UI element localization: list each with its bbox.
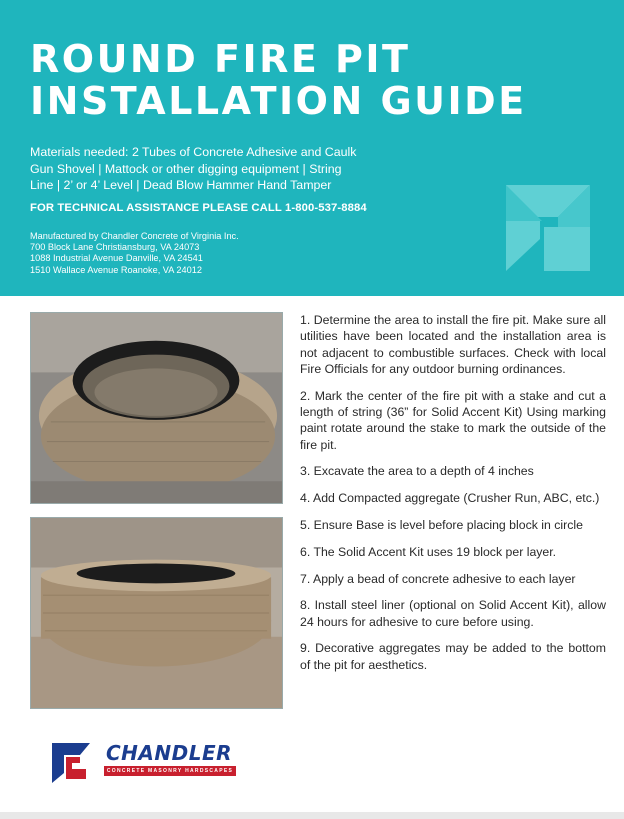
step-2: 2. Mark the center of the fire pit with a stake and cut a length of string (36” for Solid Accent Kit) Using marking paint rotate around the stake to mark the outside of the fire pit. xyxy=(300,388,606,452)
technical-assistance: FOR TECHNICAL ASSISTANCE PLEASE CALL 1-800-537-8884 xyxy=(30,202,367,214)
address-line-3: 1510 Wallace Avenue Roanoke, VA 24012 xyxy=(30,264,202,275)
step-5: 5. Ensure Base is level before placing block in circle xyxy=(300,517,583,532)
title-line-2: INSTALLATION GUIDE xyxy=(30,79,527,123)
chandler-logo xyxy=(46,739,246,785)
step-7: 7. Apply a bead of concrete adhesive to each layer xyxy=(300,571,576,586)
step-4: 4. Add Compacted aggregate (Crusher Run, ABC, etc.) xyxy=(300,491,600,506)
manufacturer-name: Manufactured by Chandler Concrete of Virginia Inc. xyxy=(30,231,239,241)
step-1: 1. Determine the area to install the fire pit. Make sure all utilities have been located and the installation area is not adjacent to combustible surfaces. Check with local Fire Officials for any outdoor burning ordinances. xyxy=(300,313,606,376)
step-6: 6. The Solid Accent Kit uses 19 block per layer. xyxy=(300,544,557,559)
step-3: 3. Excavate the area to a depth of 4 inches xyxy=(300,464,534,479)
materials-needed: Materials needed: 2 Tubes of Concrete Adhesive and Caulk Gun Shovel | Mattock or other digging equipment | String Line | 2’ or 4’ Level | Dead Blow Hammer Hand Tamper xyxy=(30,145,357,192)
step-8: 8. Install steel liner (optional on Solid Accent Kit), allow 24 hours for adhesive to cure before using. xyxy=(300,598,606,629)
fire-pit-photo-bottom xyxy=(30,517,283,709)
fire-pit-photo-top xyxy=(30,312,283,504)
chandler-c-icon xyxy=(46,739,98,785)
address-line-1: 700 Block Lane Christiansburg, VA 24073 xyxy=(30,242,200,253)
address-line-2: 1088 Industrial Avenue Danville, VA 24541 xyxy=(30,253,203,264)
chandler-mark-icon xyxy=(502,183,592,273)
installation-steps xyxy=(300,312,606,684)
manufacturer-address xyxy=(30,231,330,276)
page-title xyxy=(30,38,590,122)
step-9: 9. Decorative aggregates may be added to the bottom of the pit for aesthetics. xyxy=(300,641,606,672)
footer-divider xyxy=(0,812,624,819)
header-banner xyxy=(0,0,624,296)
brand-tagline: CONCRETE MASONRY HARDSCAPES xyxy=(104,766,236,776)
title-line-1: ROUND FIRE PIT xyxy=(30,37,411,81)
brand-name: CHANDLER xyxy=(106,741,233,765)
